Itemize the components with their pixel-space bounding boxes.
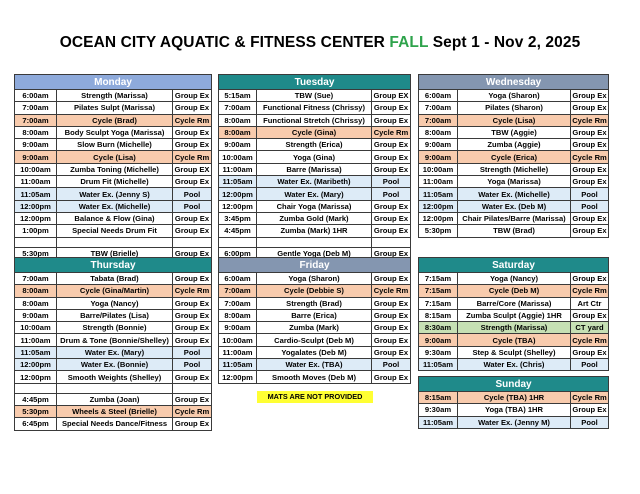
table-row: 6:00pm Gentle Yoga (Deb M) Group Ex [219,247,411,259]
table-row: 10:00am Cardio-Sculpt (Deb M) Group Ex [219,334,411,346]
table-row: 7:00am Cycle (Lisa) Cycle Rm [419,114,609,126]
table-row: 12:00pm Chair Pilates/Barre (Marissa) Group Ex [419,212,609,224]
table-row: 9:00am Zumba (Mark) Group Ex [219,322,411,334]
table-row: 6:00am Yoga (Sharon) Group Ex [419,90,609,102]
table-row: 9:00am Cycle (Lisa) Cycle Rm [15,151,212,163]
table-row: 7:00am Strength (Brad) Group Ex [219,297,411,309]
mats-notice: MATS ARE NOT PROVIDED [257,391,373,403]
table-row: 10:00am Strength (Michelle) Group Ex [419,163,609,175]
table-row: 9:00am Cycle (TBA) Cycle Rm [419,334,609,346]
tuesday-schedule [218,74,411,260]
table-row: 8:15am Cycle (TBA) 1HR Cycle Rm [419,392,609,404]
table-row: 11:00am Barre (Marissa) Group Ex [219,163,411,175]
table-row: 9:00am Zumba (Aggie) Group Ex [419,139,609,151]
table-row: 12:00pm Water Ex. (Deb M) Pool [419,200,609,212]
thursday-header: Thursday [15,258,212,273]
title-dates: Sept 1 - Nov 2, 2025 [432,34,581,51]
table-row: 10:00am Strength (Bonnie) Group Ex [15,322,212,334]
table-row: 11:05am Water Ex. (Mary) Pool [15,346,212,358]
table-row: 8:00am TBW (Aggie) Group Ex [419,126,609,138]
table-row: 7:00am Pilates (Sharon) Group Ex [419,102,609,114]
table-row: 4:45pm Zumba (Mark) 1HR Group Ex [219,225,411,237]
table-row: 5:30pm Wheels & Steel (Brielle) Cycle Rm [15,405,212,417]
table-row: 11:05am Water Ex. (Jenny M) Pool [419,416,609,428]
table-row: 9:30am Yoga (TBA) 1HR Group Ex [419,404,609,416]
table-row: 6:00am Yoga (Sharon) Group Ex [219,273,411,285]
table-row: 3:45pm Zumba Gold (Mark) Group Ex [219,212,411,224]
title-season: FALL [389,34,429,51]
title-main: OCEAN CITY AQUATIC & FITNESS CENTER [59,34,385,51]
table-row: 9:00am Slow Burn (Michelle) Group Ex [15,139,212,151]
table-row: 7:00am Functional Fitness (Chrissy) Group Ex [219,102,411,114]
table-row: 12:00pm Chair Yoga (Marissa) Group Ex [219,200,411,212]
monday-schedule [14,74,212,260]
table-row: 7:00am Tabata (Brad) Group Ex [15,273,212,285]
table-row: 11:05am Water Ex. (TBA) Pool [219,359,411,371]
table-row: 6:00am Strength (Marissa) Group Ex [15,90,212,102]
page-title [0,34,640,52]
table-row: 7:15am Barre/Core (Marissa) Art Ctr [419,297,609,309]
friday-header: Friday [219,258,411,273]
table-row: 8:00am Functional Stretch (Chrissy) Group Ex [219,114,411,126]
table-row: 7:00am Cycle (Debbie S) Cycle Rm [219,285,411,297]
table-row: 8:30am Strength (Marissa) CT yard [419,322,609,334]
thursday-schedule [14,257,212,431]
table-row: 11:05am Water Ex. (Chris) Pool [419,359,609,371]
table-row: 6:45pm Special Needs Dance/Fitness Group Ex [15,418,212,430]
wednesday-schedule [418,74,609,238]
table-row: 5:15am TBW (Sue) Group EX [219,90,411,102]
sunday-header: Sunday [419,377,609,392]
table-row: 12:00pm Water Ex. (Mary) Pool [219,188,411,200]
table-row: 4:45pm Zumba (Joan) Group Ex [15,393,212,405]
table-row: 5:30pm TBW (Brielle) Group Ex [15,247,212,259]
table-row: 8:00am Cycle (Gina) Cycle Rm [219,126,411,138]
table-row: 12:00pm Water Ex. (Michelle) Pool [15,200,212,212]
table-row: 7:15am Yoga (Nancy) Group Ex [419,273,609,285]
table-row: 9:30am Step & Sculpt (Shelley) Group Ex [419,346,609,358]
table-row: 12:00pm Balance & Flow (Gina) Group Ex [15,212,212,224]
table-row: 9:00am Cycle (Erica) Cycle Rm [419,151,609,163]
table-row: 8:15am Zumba Sculpt (Aggie) 1HR Group Ex [419,309,609,321]
sunday-schedule [418,376,609,429]
table-row: 11:05am Water Ex. (Maribeth) Pool [219,176,411,188]
table-row: 12:00pm Smooth Weights (Shelley) Group Ex [15,371,212,383]
table-row: 11:00am Drum & Tone (Bonnie/Shelley) Group Ex [15,334,212,346]
monday-header: Monday [15,75,212,90]
table-row: 7:00am Pilates Sulpt (Marissa) Group Ex [15,102,212,114]
table-row: 7:15am Cycle (Deb M) Cycle Rm [419,285,609,297]
tuesday-header: Tuesday [219,75,411,90]
table-row: 11:00am Yoga (Marissa) Group Ex [419,176,609,188]
table-row: 5:30pm TBW (Brad) Group Ex [419,225,609,237]
table-row: 11:00am Yogalates (Deb M) Group Ex [219,346,411,358]
table-row: 10:00am Yoga (Gina) Group Ex [219,151,411,163]
friday-schedule [218,257,411,384]
wednesday-header: Wednesday [419,75,609,90]
saturday-schedule [418,257,609,371]
table-row: 8:00am Cycle (Gina/Martin) Cycle Rm [15,285,212,297]
table-row: 11:00am Drum Fit (Michelle) Group Ex [15,176,212,188]
saturday-header: Saturday [419,258,609,273]
table-row: 9:00am Strength (Erica) Group Ex [219,139,411,151]
table-row: 8:00am Body Sculpt Yoga (Marissa) Group Ex [15,126,212,138]
table-row: 1:00pm Special Needs Drum Fit Group Ex [15,225,212,237]
table-row: 12:00pm Smooth Moves (Deb M) Group Ex [219,371,411,383]
table-row: 12:00pm Water Ex. (Bonnie) Pool [15,359,212,371]
table-row: 8:00am Yoga (Nancy) Group Ex [15,297,212,309]
table-row: 7:00am Cycle (Brad) Cycle Rm [15,114,212,126]
table-row: 11:05am Water Ex. (Michelle) Pool [419,188,609,200]
table-row: 9:00am Barre/Pilates (Lisa) Group Ex [15,309,212,321]
table-row: 8:00am Barre (Erica) Group Ex [219,309,411,321]
table-row: 11:05am Water Ex. (Jenny S) Pool [15,188,212,200]
table-row: 10:00am Zumba Toning (Michelle) Group EX [15,163,212,175]
